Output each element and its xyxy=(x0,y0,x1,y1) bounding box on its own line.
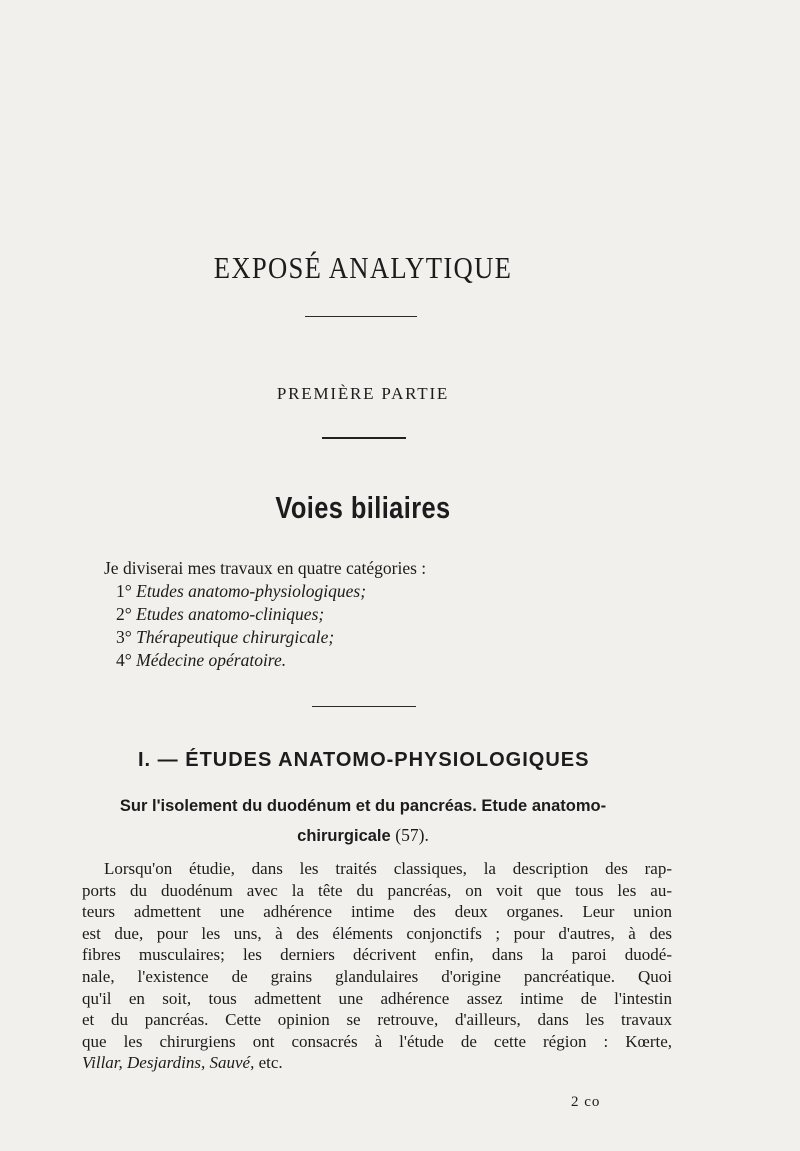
paragraph-line: nale, l'existence de grains glandulaires d'origine pancréatique. Quoi xyxy=(82,966,672,986)
paragraph-line: et du pancréas. Cette opinion se retrouve, d'ailleurs, dans les travaux xyxy=(82,1010,672,1030)
category-text: Etudes anatomo-cliniques; xyxy=(136,604,325,624)
category-text: Médecine opératoire. xyxy=(136,650,287,670)
category-number: 4° xyxy=(116,650,132,670)
part-rule xyxy=(322,437,406,439)
body-paragraph xyxy=(82,858,672,1074)
paragraph-line: teurs admettent une adhérence intime des deux organes. Leur union xyxy=(82,902,672,922)
subsection-title-cont xyxy=(0,825,726,846)
paragraph-line xyxy=(82,1052,672,1074)
title-rule xyxy=(305,316,417,317)
category-item xyxy=(116,604,324,625)
signature-mark: 2 co xyxy=(571,1094,601,1110)
intro-text: Je diviserai mes travaux en quatre catégories : xyxy=(104,558,427,578)
paragraph-line: que les chirurgiens ont consacrés à l'étude de cette région : Kœrte, xyxy=(82,1031,672,1051)
section-title: I. — ÉTUDES ANATOMO-PHYSIOLOGIQUES xyxy=(138,749,590,771)
category-text: Etudes anatomo-physiologiques; xyxy=(136,581,367,601)
paragraph-tail: etc. xyxy=(254,1053,283,1073)
paragraph-line: fibres musculaires; les derniers décrivent enfin, dans la paroi duodé- xyxy=(82,945,672,965)
paragraph-line: est due, pour les uns, à des éléments conjonctifs ; pour d'autres, à des xyxy=(82,923,672,943)
subsection-title-end: chirurgicale xyxy=(297,827,391,845)
main-title: EXPOSÉ ANALYTIQUE xyxy=(213,250,513,285)
section-rule xyxy=(312,706,416,707)
author-names: Villar, Desjardins, Sauvé, xyxy=(82,1053,255,1073)
paragraph-line: qu'il en soit, tous admettent une adhérence assez intime de l'intestin xyxy=(82,988,672,1008)
subsection-title: Sur l'isolement du duodénum et du pancréas. Etude anatomo- xyxy=(119,797,607,815)
category-text: Thérapeutique chirurgicale; xyxy=(136,627,335,647)
category-number: 1° xyxy=(116,581,132,601)
part-title: PREMIÈRE PARTIE xyxy=(276,384,450,403)
category-item xyxy=(116,650,286,671)
paragraph-line: ports du duodénum avec la tête du pancréas, on voit que tous les au- xyxy=(82,880,672,900)
category-number: 3° xyxy=(116,627,132,647)
category-item xyxy=(116,581,366,602)
subsection-ref: (57). xyxy=(395,825,429,845)
category-item xyxy=(116,627,334,648)
paragraph-line: Lorsqu'on étudie, dans les traités classiques, la description des rap- xyxy=(104,859,672,878)
category-number: 2° xyxy=(116,604,132,624)
chapter-title: Voies biliaires xyxy=(275,490,451,525)
